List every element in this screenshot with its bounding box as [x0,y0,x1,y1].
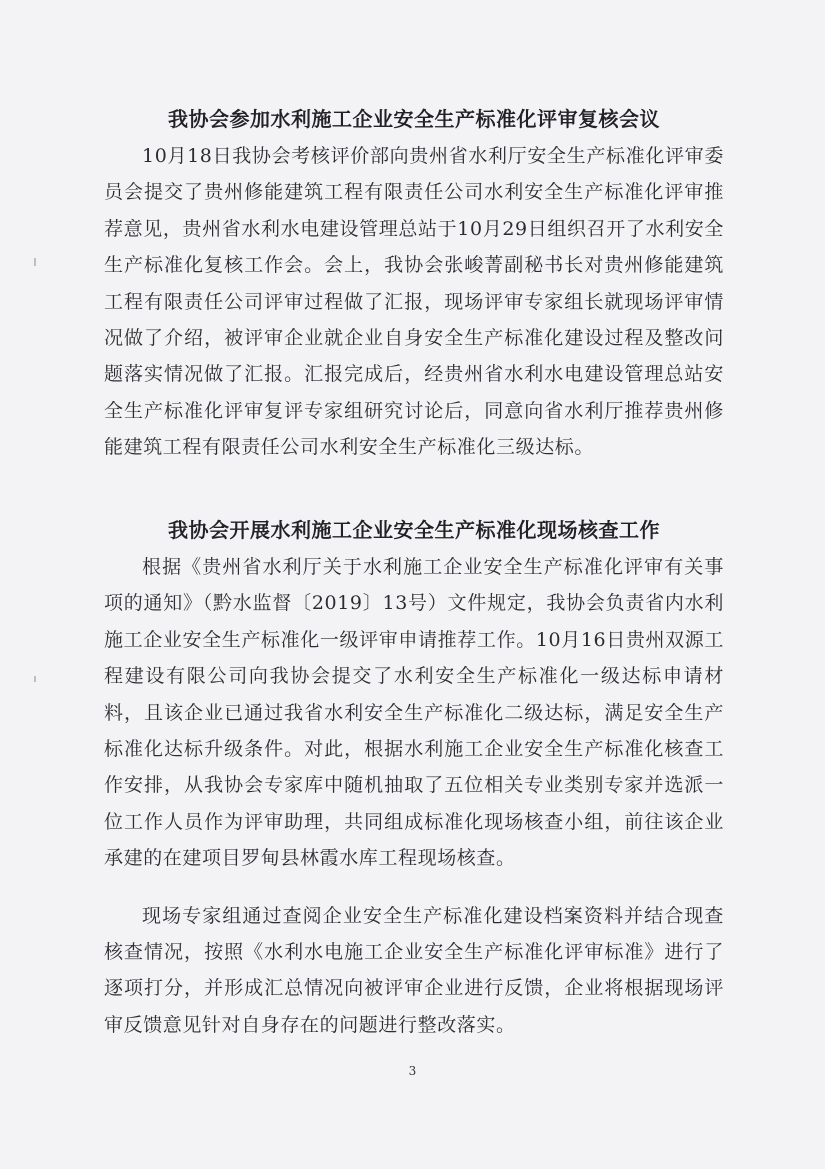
article-2-paragraph-1: 根据《贵州省水利厅关于水利施工企业安全生产标准化评审有关事项的通知》（黔水监督〔2019〕13号）文件规定，我协会负责省内水利施工企业安全生产标准化一级评审申请推荐工作。10月16日贵州双源工程建设有限公司向我协会提交了水利安全生产标准化一级达标申请材料，且该企业已通过我省水利安全生产标准化二级达标，满足安全生产标准化达标升级条件。对此，根据水利施工企业安全生产标准化核查工作安排，从我协会专家库中随机抽取了五位相关专业类别专家并选派一位工作人员作为评审助理，共同组成标准化现场核查小组，前往该企业承建的在建项目罗甸县林霞水库工程现场核查。 [104,556,724,870]
article-2-paragraph-2: 现场专家组通过查阅企业安全生产标准化建设档案资料并结合现查核查情况，按照《水利水电施工企业安全生产标准化评审标准》进行了逐项打分，并形成汇总情况向被评审企业进行反馈，企业将根据现场评审反馈意见针对自身存在的问题进行整改落实。 [104,904,724,1036]
page-number: 3 [408,1064,417,1078]
scan-mark [34,258,36,266]
article-1-title: 我协会参加水利施工企业安全生产标准化评审复核会议 [168,107,660,131]
scan-mark [34,676,36,682]
article-1 [104,102,724,466]
article-2-title: 我协会开展水利施工企业安全生产标准化现场核查工作 [168,518,660,542]
article-1-paragraph-1: 10月18日我协会考核评价部向贵州省水利厅安全生产标准化评审委员会提交了贵州修能建筑工程有限责任公司水利安全生产标准化评审推荐意见，贵州省水利水电建设管理总站于10月29日组织召开了水利安全生产标准化复核工作会。会上，我协会张峻菁副秘书长对贵州修能建筑工程有限责任公司评审过程做了汇报，现场评审专家组长就现场评审情况做了介绍，被评审企业就企业自身安全生产标准化建设过程及整改问题落实情况做了汇报。汇报完成后，经贵州省水利水电建设管理总站安全生产标准化评审复评专家组研究讨论后，同意向省水利厅推荐贵州修能建筑工程有限责任公司水利安全生产标准化三级达标。 [104,145,724,459]
article-2 [104,513,724,1043]
